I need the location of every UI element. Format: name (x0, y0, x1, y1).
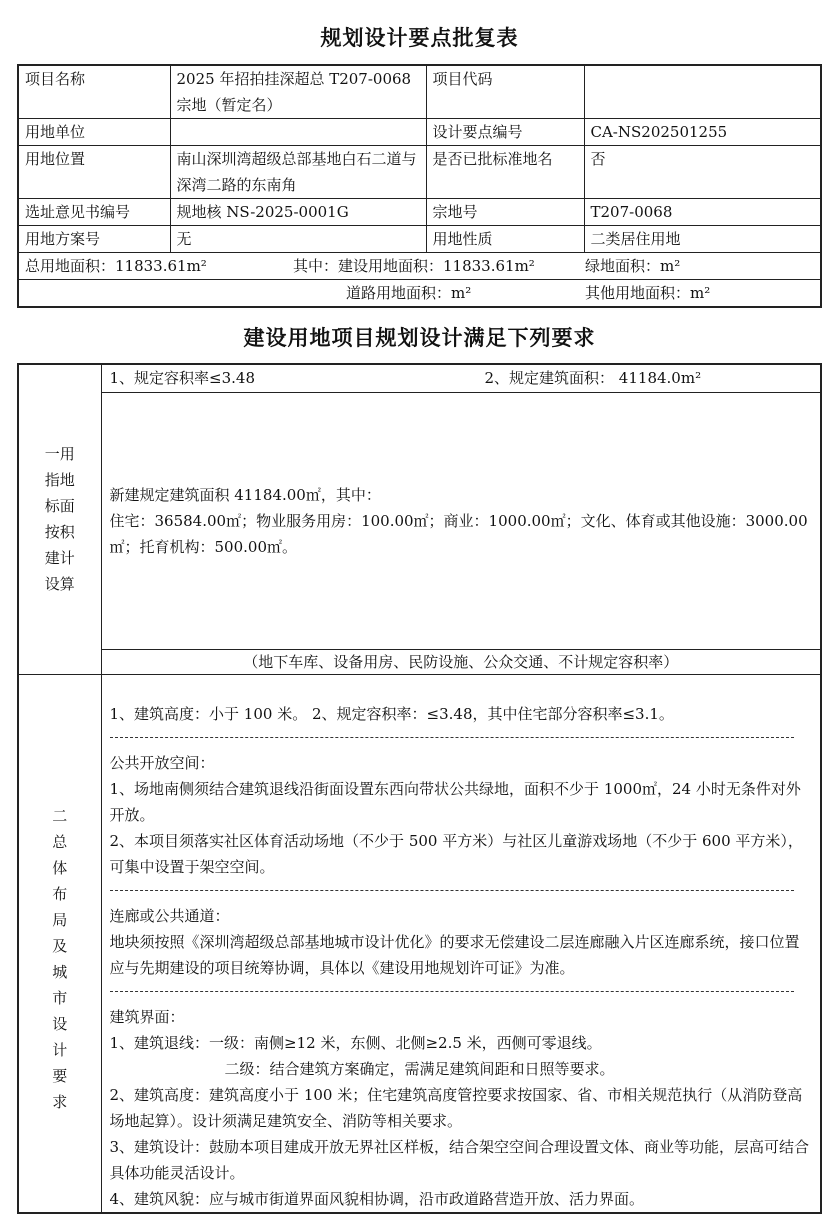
height-far-line: 1、建筑高度：小于 100 米。 2、规定容积率：≤3.48，其中住宅部分容积率≤3.1。 (109, 704, 674, 723)
land-unit-label: 用地单位 (18, 119, 170, 146)
far-limit: 1、规定容积率≤3.48 (109, 369, 256, 387)
section2-label: 二 总 体 布 局 及 城 市 设 计 要 求 (18, 674, 101, 1213)
requirements-table (17, 363, 822, 1214)
approved-name-value: 否 (584, 146, 821, 199)
calc-line2: 住宅：36584.00㎡；物业服务用房：100.00㎡；商业：1000.00㎡；文化、体育或其他设施：3000.00㎡；托育机构：500.00㎡。 (109, 511, 808, 556)
parcel-no-value: T207-0068 (584, 199, 821, 226)
design-requirement: 3、建筑设计：鼓励本项目建成开放无界社区样板，结合架空空间合理设置文体、商业等功能，层高可结合具体功能灵活设计。 (109, 1137, 810, 1182)
excluded-note: （地下车库、设备用房、民防设施、公众交通、不计规定容积率） (101, 649, 821, 674)
style-requirement: 4、建筑风貌：应与城市街道界面风貌相协调，沿市政道路营造开放、活力界面。 (109, 1189, 645, 1208)
project-code-label: 项目代码 (426, 65, 584, 119)
location-value: 南山深圳湾超级总部基地白石二道与深湾二路的东南角 (170, 146, 426, 199)
project-code-value (584, 65, 821, 119)
construction-area: 其中：建设用地面积：11833.61m² (293, 257, 535, 275)
section1-label: 一用 指地 标面 按积 建计 设算 (18, 364, 101, 674)
height-requirement: 2、建筑高度：建筑高度小于 100 米；住宅建筑高度管控要求按国家、省、市相关规范执行（从消防登高场地起算）。设计须满足建筑安全、消防等相关要求。 (109, 1085, 803, 1130)
plan-no-label: 设计要点编号 (426, 119, 584, 146)
total-area: 总用地面积：11833.61m² (25, 257, 207, 275)
setback-line1: 1、建筑退线：一级：南侧≥12 米，东侧、北侧≥2.5 米，西侧可零退线。 (109, 1033, 602, 1052)
land-nature-value: 二类居住用地 (584, 226, 821, 253)
green-area: 绿地面积：m² (585, 257, 681, 275)
public-space-item1: 1、场地南侧须结合建筑退线沿街面设置东西向带状公共绿地，面积不少于 1000㎡，24 小时无条件对外开放。 (109, 779, 801, 824)
other-area: 其他用地面积：m² (585, 284, 711, 302)
project-name-value: 2025 年招拍挂深超总 T207-0068 宗地（暂定名） (170, 65, 426, 119)
site-opinion-label: 选址意见书编号 (18, 199, 170, 226)
parcel-no-label: 宗地号 (426, 199, 584, 226)
public-space-item2: 2、本项目须落实社区体育活动场地（不少于 500 平方米）与社区儿童游戏场地（不少于 600 平方米），可集中设置于架空空间。 (109, 831, 803, 876)
site-opinion-value: 规地核 NS-2025-0001G (170, 199, 426, 226)
land-nature-label: 用地性质 (426, 226, 584, 253)
location-label: 用地位置 (18, 146, 170, 199)
calc-line1: 新建规定建筑面积 41184.00㎡，其中： (109, 485, 381, 504)
road-area: 道路用地面积：m² (346, 284, 472, 302)
document-title: 规划设计要点批复表 (320, 26, 519, 50)
interface-title: 建筑界面： (109, 1007, 185, 1026)
plan-no-value: CA-NS202501255 (584, 119, 821, 146)
project-name-label: 项目名称 (18, 65, 170, 119)
basic-info-table (17, 64, 822, 308)
requirements-title: 建设用地项目规划设计满足下列要求 (243, 326, 596, 350)
dashed-divider (110, 991, 795, 992)
scheme-no-label: 用地方案号 (18, 226, 170, 253)
dashed-divider (110, 737, 795, 738)
corridor-title: 连廊或公共通道： (109, 906, 230, 925)
gfa-limit: 2、规定建筑面积： 41184.0m² (484, 369, 702, 387)
dashed-divider (110, 890, 795, 891)
scheme-no-value: 无 (170, 226, 426, 253)
corridor-text: 地块须按照《深圳湾超级总部基地城市设计优化》的要求无偿建设二层连廊融入片区连廊系统，接口位置应与先期建设的项目统筹协调，具体以《建设用地规划许可证》为准。 (109, 932, 800, 977)
land-unit-value (170, 119, 426, 146)
setback-line2: 二级：结合建筑方案确定，需满足建筑间距和日照等要求。 (224, 1059, 615, 1078)
public-space-title: 公共开放空间： (109, 753, 215, 772)
approved-name-label: 是否已批标准地名 (426, 146, 584, 199)
